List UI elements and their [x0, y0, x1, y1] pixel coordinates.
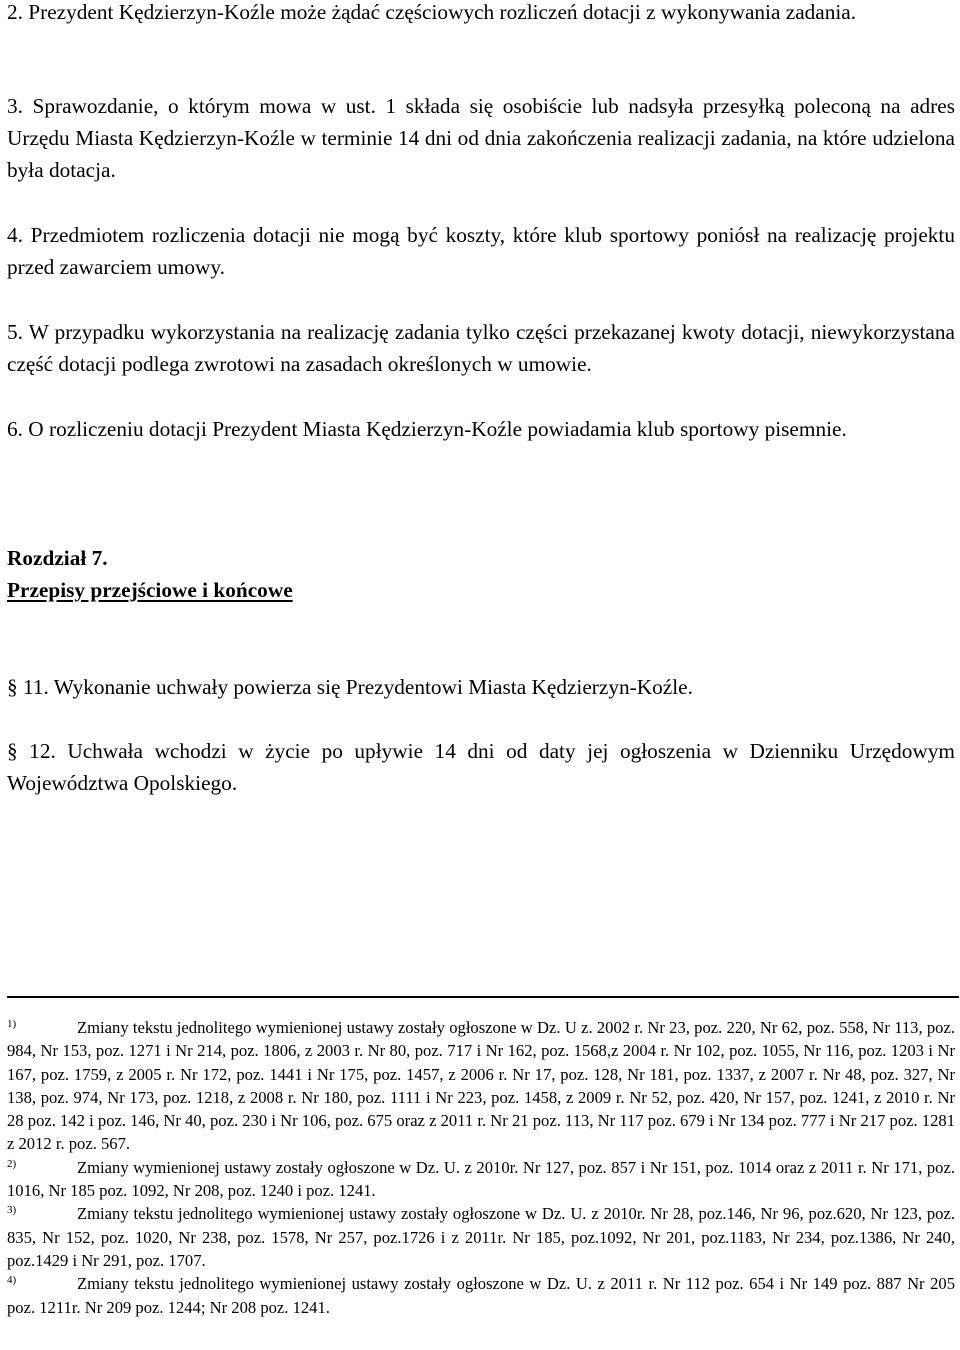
- footnote-4-text: Zmiany tekstu jednolitego wymienionej ustawy zostały ogłoszone w Dz. U. z 2011 r. Nr 112 poz. 654 i Nr 149 poz. 887 Nr 205 poz. 1211r. Nr 209 poz. 1244; Nr 208 poz. 1241.: [7, 1274, 955, 1317]
- paragraph-2: 2. Prezydent Kędzierzyn-Koźle może żądać częściowych rozliczeń dotacji z wykonywania zadania.: [7, 0, 857, 24]
- footnote-3: 3) Zmiany tekstu jednolitego wymienionej ustawy zostały ogłoszone w Dz. U. z 2010r. Nr 28, poz.146, Nr 96, poz.620, Nr 123, poz. 835, Nr 152, poz. 1020, Nr 238, poz. 1578, Nr 257, poz.1726 i z 2011r. Nr 185, poz.1092, Nr 201, poz.1183, Nr 234, poz.1386, Nr 240, poz.1429 i Nr 291, poz. 1707.: [7, 1204, 955, 1270]
- footnote-1: 1) Zmiany tekstu jednolitego wymienionej ustawy zostały ogłoszone w Dz. U z. 2002 r. Nr 23, poz. 220, Nr 62, poz. 558, Nr 113, poz. 984, Nr 153, poz. 1271 i Nr 214, poz. 1806, z 2003 r. Nr 80, poz. 717 i Nr 162, poz. 1568,z 2004 r. Nr 102, poz. 1055, Nr 116, poz. 1203 i Nr 167, poz. 1759, z 2005 r. Nr 172, poz. 1441 i Nr 175, poz. 1457, z 2006 r. Nr 17, poz. 128, Nr 181, poz. 1337, z 2007 r. Nr 48, poz. 327, Nr 138, poz. 974, Nr 173, poz. 1218, z 2008 r. Nr 180, poz. 1111 i Nr 223, poz. 1458, z 2009 r. Nr 52, poz. 420, Nr 157, poz. 1241, z 2010 r. Nr 28 poz. 142 i poz. 146, Nr 40, poz. 230 i Nr 106, poz. 675 oraz z 2011 r. Nr 21 poz. 113, Nr 117 poz. 679 i Nr 134 poz. 777 i Nr 217 poz. 1281 z 2012 r. poz. 567.: [7, 1018, 955, 1154]
- footnote-1-text: Zmiany tekstu jednolitego wymienionej ustawy zostały ogłoszone w Dz. U z. 2002 r. Nr 23, poz. 220, Nr 62, poz. 558, Nr 113, poz. 984, Nr 153, poz. 1271 i Nr 214, poz. 1806, z 2003 r. Nr 80, poz. 717 i Nr 162, poz. 1568,z 2004 r. Nr 102, poz. 1055, Nr 116, poz. 1203 i Nr 167, poz. 1759, z 2005 r. Nr 172, poz. 1441 i Nr 175, poz. 1457, z 2006 r. Nr 17, poz. 128, Nr 181, poz. 1337, z 2007 r. Nr 48, poz. 327, Nr 138, poz. 974, Nr 173, poz. 1218, z 2008 r. Nr 180, poz. 1111 i Nr 223, poz. 1458, z 2009 r. Nr 52, poz. 420, Nr 157, poz. 1241, z 2010 r. Nr 28 poz. 142 i poz. 146, Nr 40, poz. 230 i Nr 106, poz. 675 oraz z 2011 r. Nr 21 poz. 113, Nr 117 poz. 679 i Nr 134 poz. 777 i Nr 217 poz. 1281 z 2012 r. poz. 567.: [7, 1018, 955, 1154]
- clause-12: § 12. Uchwała wchodzi w życie po upływie 14 dni od daty jej ogłoszenia w Dzienniku Urzędowym Województwa Opolskiego.: [7, 739, 955, 795]
- footnote-2: 2) Zmiany wymienionej ustawy zostały ogłoszone w Dz. U. z 2010r. Nr 127, poz. 857 i Nr 151, poz. 1014 oraz z 2011 r. Nr 171, poz. 1016, Nr 185 poz. 1092, Nr 208, poz. 1240 i poz. 1241.: [7, 1157, 955, 1201]
- footnotes: [7, 1016, 955, 1319]
- footnote-separator: [7, 996, 959, 998]
- paragraph-5: 5. W przypadku wykorzystania na realizację zadania tylko części przekazanej kwoty dotacji, niewykorzystana część dotacji podlega zwrotowi na zasadach określonych w umowie.: [7, 320, 955, 376]
- chapter-title: Przepisy przejściowe i końcowe: [7, 578, 293, 602]
- chapter-number: Rozdział 7.: [7, 546, 108, 570]
- footnote-3-text: Zmiany tekstu jednolitego wymienionej ustawy zostały ogłoszone w Dz. U. z 2010r. Nr 28, poz.146, Nr 96, poz.620, Nr 123, poz. 835, Nr 152, poz. 1020, Nr 238, poz. 1578, Nr 257, poz.1726 i z 2011r. Nr 185, poz.1092, Nr 201, poz.1183, Nr 234, poz.1386, Nr 240, poz.1429 i Nr 291, poz. 1707.: [7, 1204, 955, 1270]
- footnote-2-text: Zmiany wymienionej ustawy zostały ogłoszone w Dz. U. z 2010r. Nr 127, poz. 857 i Nr 151, poz. 1014 oraz z 2011 r. Nr 171, poz. 1016, Nr 185 poz. 1092, Nr 208, poz. 1240 i poz. 1241.: [7, 1157, 955, 1201]
- clause-11: § 11. Wykonanie uchwały powierza się Prezydentowi Miasta Kędzierzyn-Koźle.: [7, 675, 693, 699]
- paragraph-4: 4. Przedmiotem rozliczenia dotacji nie mogą być koszty, które klub sportowy poniósł na realizację projektu przed zawarciem umowy.: [7, 223, 955, 279]
- paragraph-6: 6. O rozliczeniu dotacji Prezydent Miasta Kędzierzyn-Koźle powiadamia klub sportowy pisemnie.: [7, 417, 847, 441]
- footnote-4: 4) Zmiany tekstu jednolitego wymienionej ustawy zostały ogłoszone w Dz. U. z 2011 r. Nr 112 poz. 654 i Nr 149 poz. 887 Nr 205 poz. 1211r. Nr 209 poz. 1244; Nr 208 poz. 1241.: [7, 1274, 955, 1317]
- paragraph-3: 3. Sprawozdanie, o którym mowa w ust. 1 składa się osobiście lub nadsyła przesyłką poleconą na adres Urzędu Miasta Kędzierzyn-Koźle w terminie 14 dni od dnia zakończenia realizacji zadania, na które udzielona była dotacja.: [7, 94, 955, 182]
